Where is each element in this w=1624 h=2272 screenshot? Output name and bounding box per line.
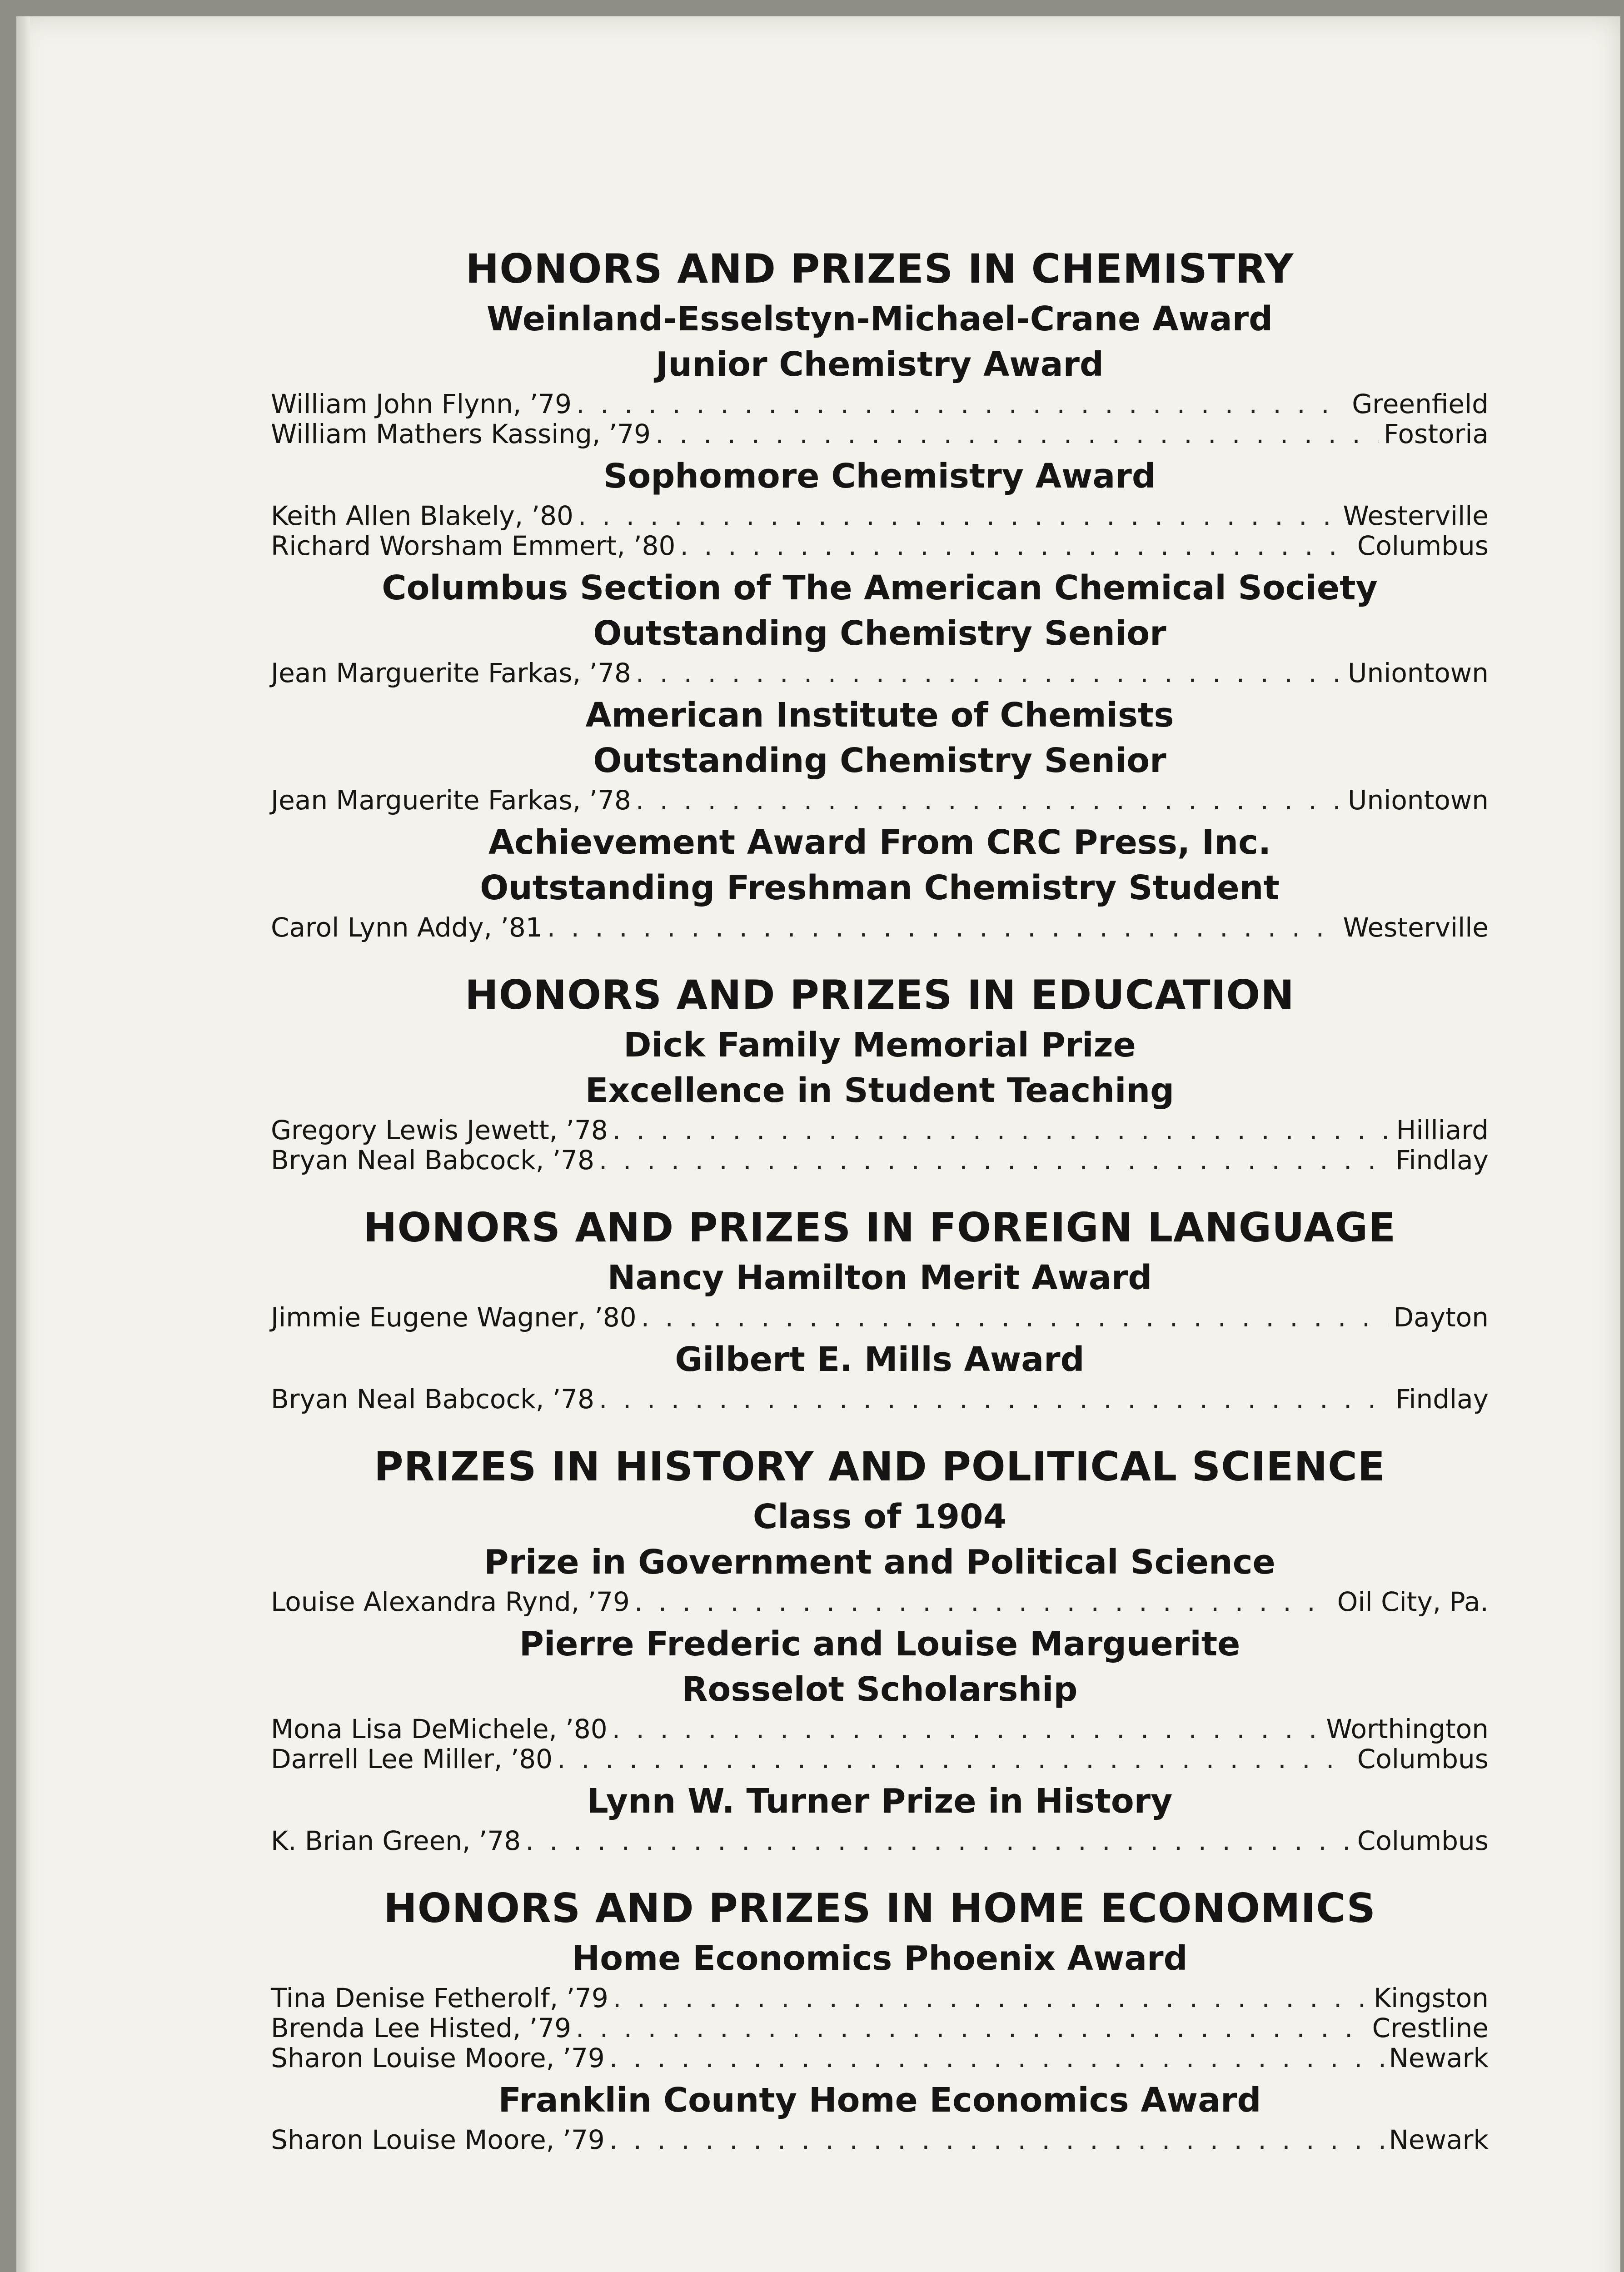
recipient-hometown: Columbus (1357, 1744, 1489, 1774)
recipient-list (271, 1826, 1489, 1856)
recipient-hometown: Oil City, Pa. (1337, 1586, 1489, 1617)
recipient-row (271, 531, 1489, 561)
dot-leader (609, 2125, 1385, 2155)
award-title: Achievement Award From CRC Press, Inc. (488, 823, 1271, 862)
dot-leader (655, 419, 1379, 449)
recipient-hometown: Westerville (1343, 500, 1489, 531)
recipient-row (271, 1744, 1489, 1774)
recipient-name: Keith Allen Blakely, ’80 (271, 500, 573, 531)
recipient-name: Gregory Lewis Jewett, ’78 (271, 1115, 608, 1146)
honors-section (271, 244, 1489, 942)
recipient-list (271, 912, 1489, 942)
recipient-row (271, 419, 1489, 449)
dot-leader (636, 785, 1343, 815)
honors-section (271, 1202, 1489, 1414)
recipient-row (271, 2013, 1489, 2043)
recipient-list (271, 1587, 1489, 1617)
award-title: Columbus Section of The American Chemical Society (382, 568, 1378, 608)
award-title: Franklin County Home Economics Award (498, 2081, 1261, 2120)
recipient-row (271, 389, 1489, 419)
award-title: Rosselot Scholarship (682, 1670, 1078, 1709)
recipient-name: Sharon Louise Moore, ’79 (271, 2124, 605, 2155)
recipient-hometown: Uniontown (1348, 658, 1489, 688)
award-title: Dick Family Memorial Prize (623, 1026, 1136, 1065)
page-spine (16, 16, 30, 2272)
recipient-row (271, 1145, 1489, 1175)
recipient-row (271, 912, 1489, 942)
recipient-name: Brenda Lee Histed, ’79 (271, 2013, 571, 2043)
section-title: HONORS AND PRIZES IN FOREIGN LANGUAGE (363, 1204, 1396, 1251)
recipient-row (271, 2043, 1489, 2073)
recipient-name: Jimmie Eugene Wagner, ’80 (271, 1302, 637, 1333)
recipient-row (271, 1826, 1489, 1856)
award-block (271, 1621, 1489, 1774)
recipient-hometown: Dayton (1393, 1302, 1489, 1333)
recipient-hometown: Hilliard (1396, 1115, 1489, 1146)
recipient-name: Carol Lynn Addy, ’81 (271, 912, 543, 943)
recipient-hometown: Crestline (1372, 2013, 1489, 2043)
dot-leader (636, 658, 1343, 688)
award-title: Nancy Hamilton Merit Award (607, 1258, 1152, 1297)
recipient-name: Jean Marguerite Farkas, ’78 (271, 785, 631, 816)
recipient-row (271, 785, 1489, 815)
dot-leader (634, 1587, 1333, 1617)
recipient-row (271, 1983, 1489, 2013)
recipient-list (271, 501, 1489, 561)
award-title: American Institute of Chemists (585, 696, 1174, 735)
recipient-name: K. Brian Green, ’78 (271, 1825, 521, 1856)
recipient-hometown: Newark (1389, 2043, 1489, 2073)
award-title: Weinland-Esselstyn-Michael-Crane Award (486, 299, 1273, 339)
recipient-hometown: Uniontown (1348, 785, 1489, 816)
recipient-list (271, 658, 1489, 688)
award-title: Home Economics Phoenix Award (572, 1939, 1188, 1978)
recipient-name: Bryan Neal Babcock, ’78 (271, 1145, 594, 1176)
award-title: Class of 1904 (752, 1497, 1007, 1536)
dot-leader (599, 1145, 1391, 1175)
dot-leader (557, 1744, 1353, 1774)
document-page (16, 16, 1620, 2272)
award-title: Gilbert E. Mills Award (675, 1340, 1085, 1379)
recipient-name: Bryan Neal Babcock, ’78 (271, 1384, 594, 1415)
recipient-row (271, 658, 1489, 688)
award-block (271, 296, 1489, 449)
dot-leader (680, 531, 1352, 561)
award-title: Outstanding Freshman Chemistry Student (480, 868, 1280, 907)
dot-leader (576, 389, 1347, 419)
section-title: HONORS AND PRIZES IN CHEMISTRY (465, 245, 1294, 292)
honors-section (271, 970, 1489, 1175)
recipient-name: Jean Marguerite Farkas, ’78 (271, 658, 631, 688)
recipient-hometown: Findlay (1395, 1145, 1489, 1176)
recipient-hometown: Findlay (1395, 1384, 1489, 1415)
recipient-name: Mona Lisa DeMichele, ’80 (271, 1714, 608, 1744)
recipient-row (271, 501, 1489, 531)
award-block (271, 453, 1489, 561)
dot-leader (578, 501, 1339, 531)
award-title: Lynn W. Turner Prize in History (587, 1782, 1173, 1821)
section-title: HONORS AND PRIZES IN EDUCATION (465, 972, 1295, 1018)
award-title: Prize in Government and Political Science (484, 1543, 1275, 1582)
recipient-row (271, 2125, 1489, 2155)
award-block (271, 1936, 1489, 2073)
section-title: PRIZES IN HISTORY AND POLITICAL SCIENCE (374, 1443, 1385, 1490)
recipient-hometown: Westerville (1343, 912, 1489, 943)
award-block (271, 1779, 1489, 1856)
recipient-row (271, 1384, 1489, 1414)
recipient-hometown: Fostoria (1384, 419, 1489, 449)
dot-leader (641, 1302, 1389, 1332)
recipient-hometown: Kingston (1374, 1983, 1489, 2013)
honors-listing (271, 244, 1489, 2182)
recipient-list (271, 1115, 1489, 1175)
recipient-name: William Mathers Kassing, ’79 (271, 419, 651, 449)
recipient-name: Sharon Louise Moore, ’79 (271, 2043, 605, 2073)
award-block (271, 1494, 1489, 1617)
award-block (271, 1255, 1489, 1332)
award-title: Outstanding Chemistry Senior (593, 614, 1166, 653)
award-block (271, 820, 1489, 942)
recipient-list (271, 389, 1489, 449)
recipient-list (271, 785, 1489, 815)
dot-leader (613, 1115, 1392, 1145)
award-title: Junior Chemistry Award (656, 345, 1104, 384)
award-title: Excellence in Student Teaching (585, 1071, 1175, 1110)
recipient-list (271, 1384, 1489, 1414)
recipient-name: Richard Worsham Emmert, ’80 (271, 530, 676, 561)
dot-leader (547, 912, 1339, 942)
recipient-name: Louise Alexandra Rynd, ’79 (271, 1586, 630, 1617)
honors-section (271, 1441, 1489, 1856)
award-block (271, 1337, 1489, 1414)
recipient-name: William John Flynn, ’79 (271, 389, 572, 419)
honors-section (271, 1883, 1489, 2155)
award-title: Pierre Frederic and Louise Marguerite (519, 1624, 1240, 1664)
recipient-name: Tina Denise Fetherolf, ’79 (271, 1983, 608, 2013)
dot-leader (613, 1983, 1369, 2013)
recipient-list (271, 2125, 1489, 2155)
dot-leader (576, 2013, 1368, 2043)
section-title: HONORS AND PRIZES IN HOME ECONOMICS (384, 1885, 1376, 1932)
dot-leader (612, 1714, 1322, 1744)
award-block (271, 693, 1489, 815)
recipient-row (271, 1587, 1489, 1617)
award-block (271, 565, 1489, 688)
dot-leader (609, 2043, 1385, 2073)
recipient-hometown: Newark (1389, 2124, 1489, 2155)
recipient-name: Darrell Lee Miller, ’80 (271, 1744, 553, 1774)
recipient-list (271, 1983, 1489, 2073)
recipient-row (271, 1302, 1489, 1332)
recipient-hometown: Worthington (1326, 1714, 1489, 1744)
award-block (271, 2078, 1489, 2155)
dot-leader (599, 1384, 1391, 1414)
dot-leader (525, 1826, 1353, 1856)
recipient-row (271, 1115, 1489, 1145)
recipient-list (271, 1302, 1489, 1332)
recipient-list (271, 1714, 1489, 1774)
recipient-hometown: Greenfield (1352, 389, 1489, 419)
award-title: Sophomore Chemistry Award (603, 457, 1156, 496)
award-block (271, 1022, 1489, 1175)
award-title: Outstanding Chemistry Senior (593, 741, 1166, 780)
recipient-row (271, 1714, 1489, 1744)
recipient-hometown: Columbus (1357, 1825, 1489, 1856)
recipient-hometown: Columbus (1357, 530, 1489, 561)
